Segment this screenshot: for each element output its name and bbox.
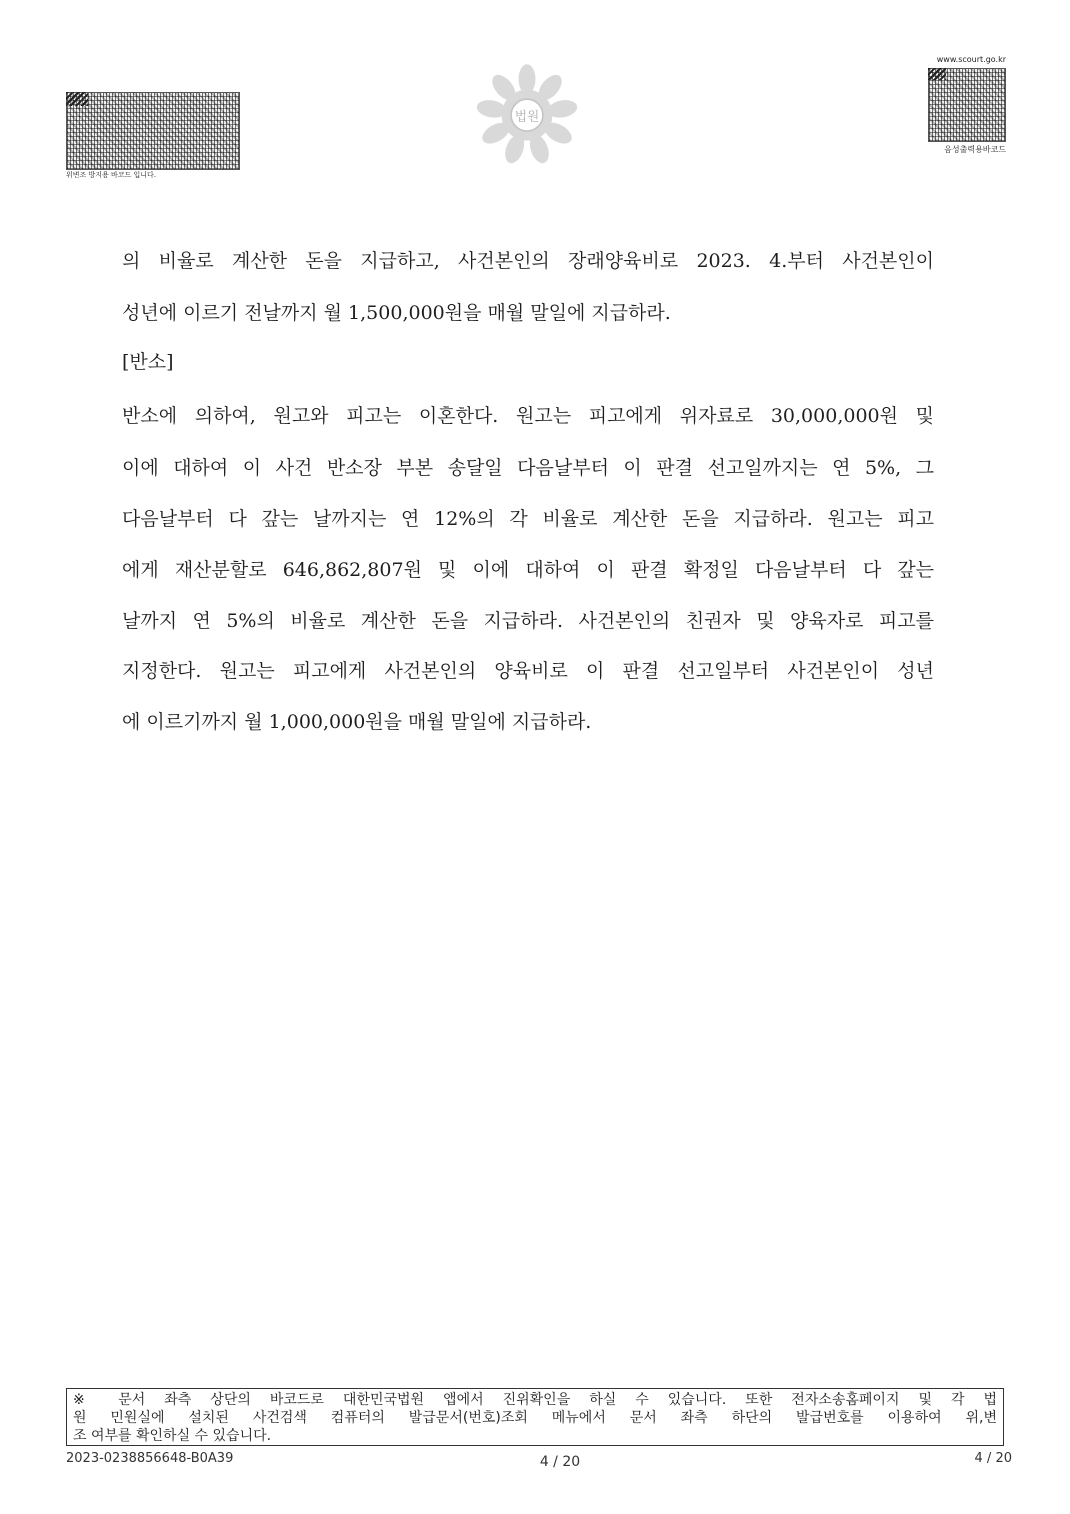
notice-line: ※ 문서 좌측 상단의 바코드로 대한민국법원 앱에서 진위확인을 하실 수 있습니다. 또한 전자소송홈페이지 및 각 법 xyxy=(73,1392,997,1408)
notice-line: 원 민원실에 설치된 사건검색 컴퓨터의 발급문서(번호)조회 메뉴에서 문서 좌측 하단의 발급번호를 이용하여 위,변 xyxy=(73,1410,997,1426)
body-line: 다음날부터 다 갚는 날까지는 연 12%의 각 비율로 계산한 돈을 지급하라. 원고는 피고 xyxy=(122,508,934,530)
body-line: 성년에 이르기 전날까지 월 1,500,000원을 매월 말일에 지급하라. xyxy=(122,302,671,324)
body-line: 에게 재산분할로 646,862,807원 및 이에 대하여 이 판결 확정일 다음날부터 다 갚는 xyxy=(122,559,934,581)
body-line: 이에 대하여 이 사건 반소장 부본 송달일 다음날부터 이 판결 선고일까지는 연 5%, 그 xyxy=(122,457,934,479)
court-url: www.scourt.go.kr xyxy=(936,55,1006,64)
qr-caption: 음성출력용바코드 xyxy=(944,145,1006,154)
page-number-right: 4 / 20 xyxy=(974,1451,1012,1466)
issue-number: 2023-0238856648-B0A39 xyxy=(66,1451,234,1466)
barcode-caption: 위변조 방지용 바코드 입니다. xyxy=(66,171,157,179)
body-line: 의 비율로 계산한 돈을 지급하고, 사건본인의 장래양육비로 2023. 4.부터 사건본인이 xyxy=(122,250,934,272)
anti-forgery-barcode xyxy=(66,92,240,170)
qr-stripes-icon xyxy=(928,68,946,80)
section-heading: [반소] xyxy=(122,351,174,373)
body-line: 날까지 연 5%의 비율로 계산한 돈을 지급하라. 사건본인의 친권자 및 양육자로 피고를 xyxy=(122,610,934,632)
barcode-stripes-icon xyxy=(66,92,88,106)
emblem-text: 법원 xyxy=(514,108,540,124)
court-emblem-icon xyxy=(474,60,580,166)
notice-line: 조 여부를 확인하실 수 있습니다. xyxy=(73,1428,272,1444)
body-line: 지정한다. 원고는 피고에게 사건본인의 양육비로 이 판결 선고일부터 사건본인이 성년 xyxy=(122,660,934,682)
verification-notice xyxy=(66,1388,1004,1446)
body-line: 반소에 의하여, 원고와 피고는 이혼한다. 원고는 피고에게 위자료로 30,000,000원 및 xyxy=(122,405,934,427)
body-line: 에 이르기까지 월 1,000,000원을 매월 말일에 지급하라. xyxy=(122,711,592,733)
page-number-center: 4 / 20 xyxy=(539,1454,581,1470)
